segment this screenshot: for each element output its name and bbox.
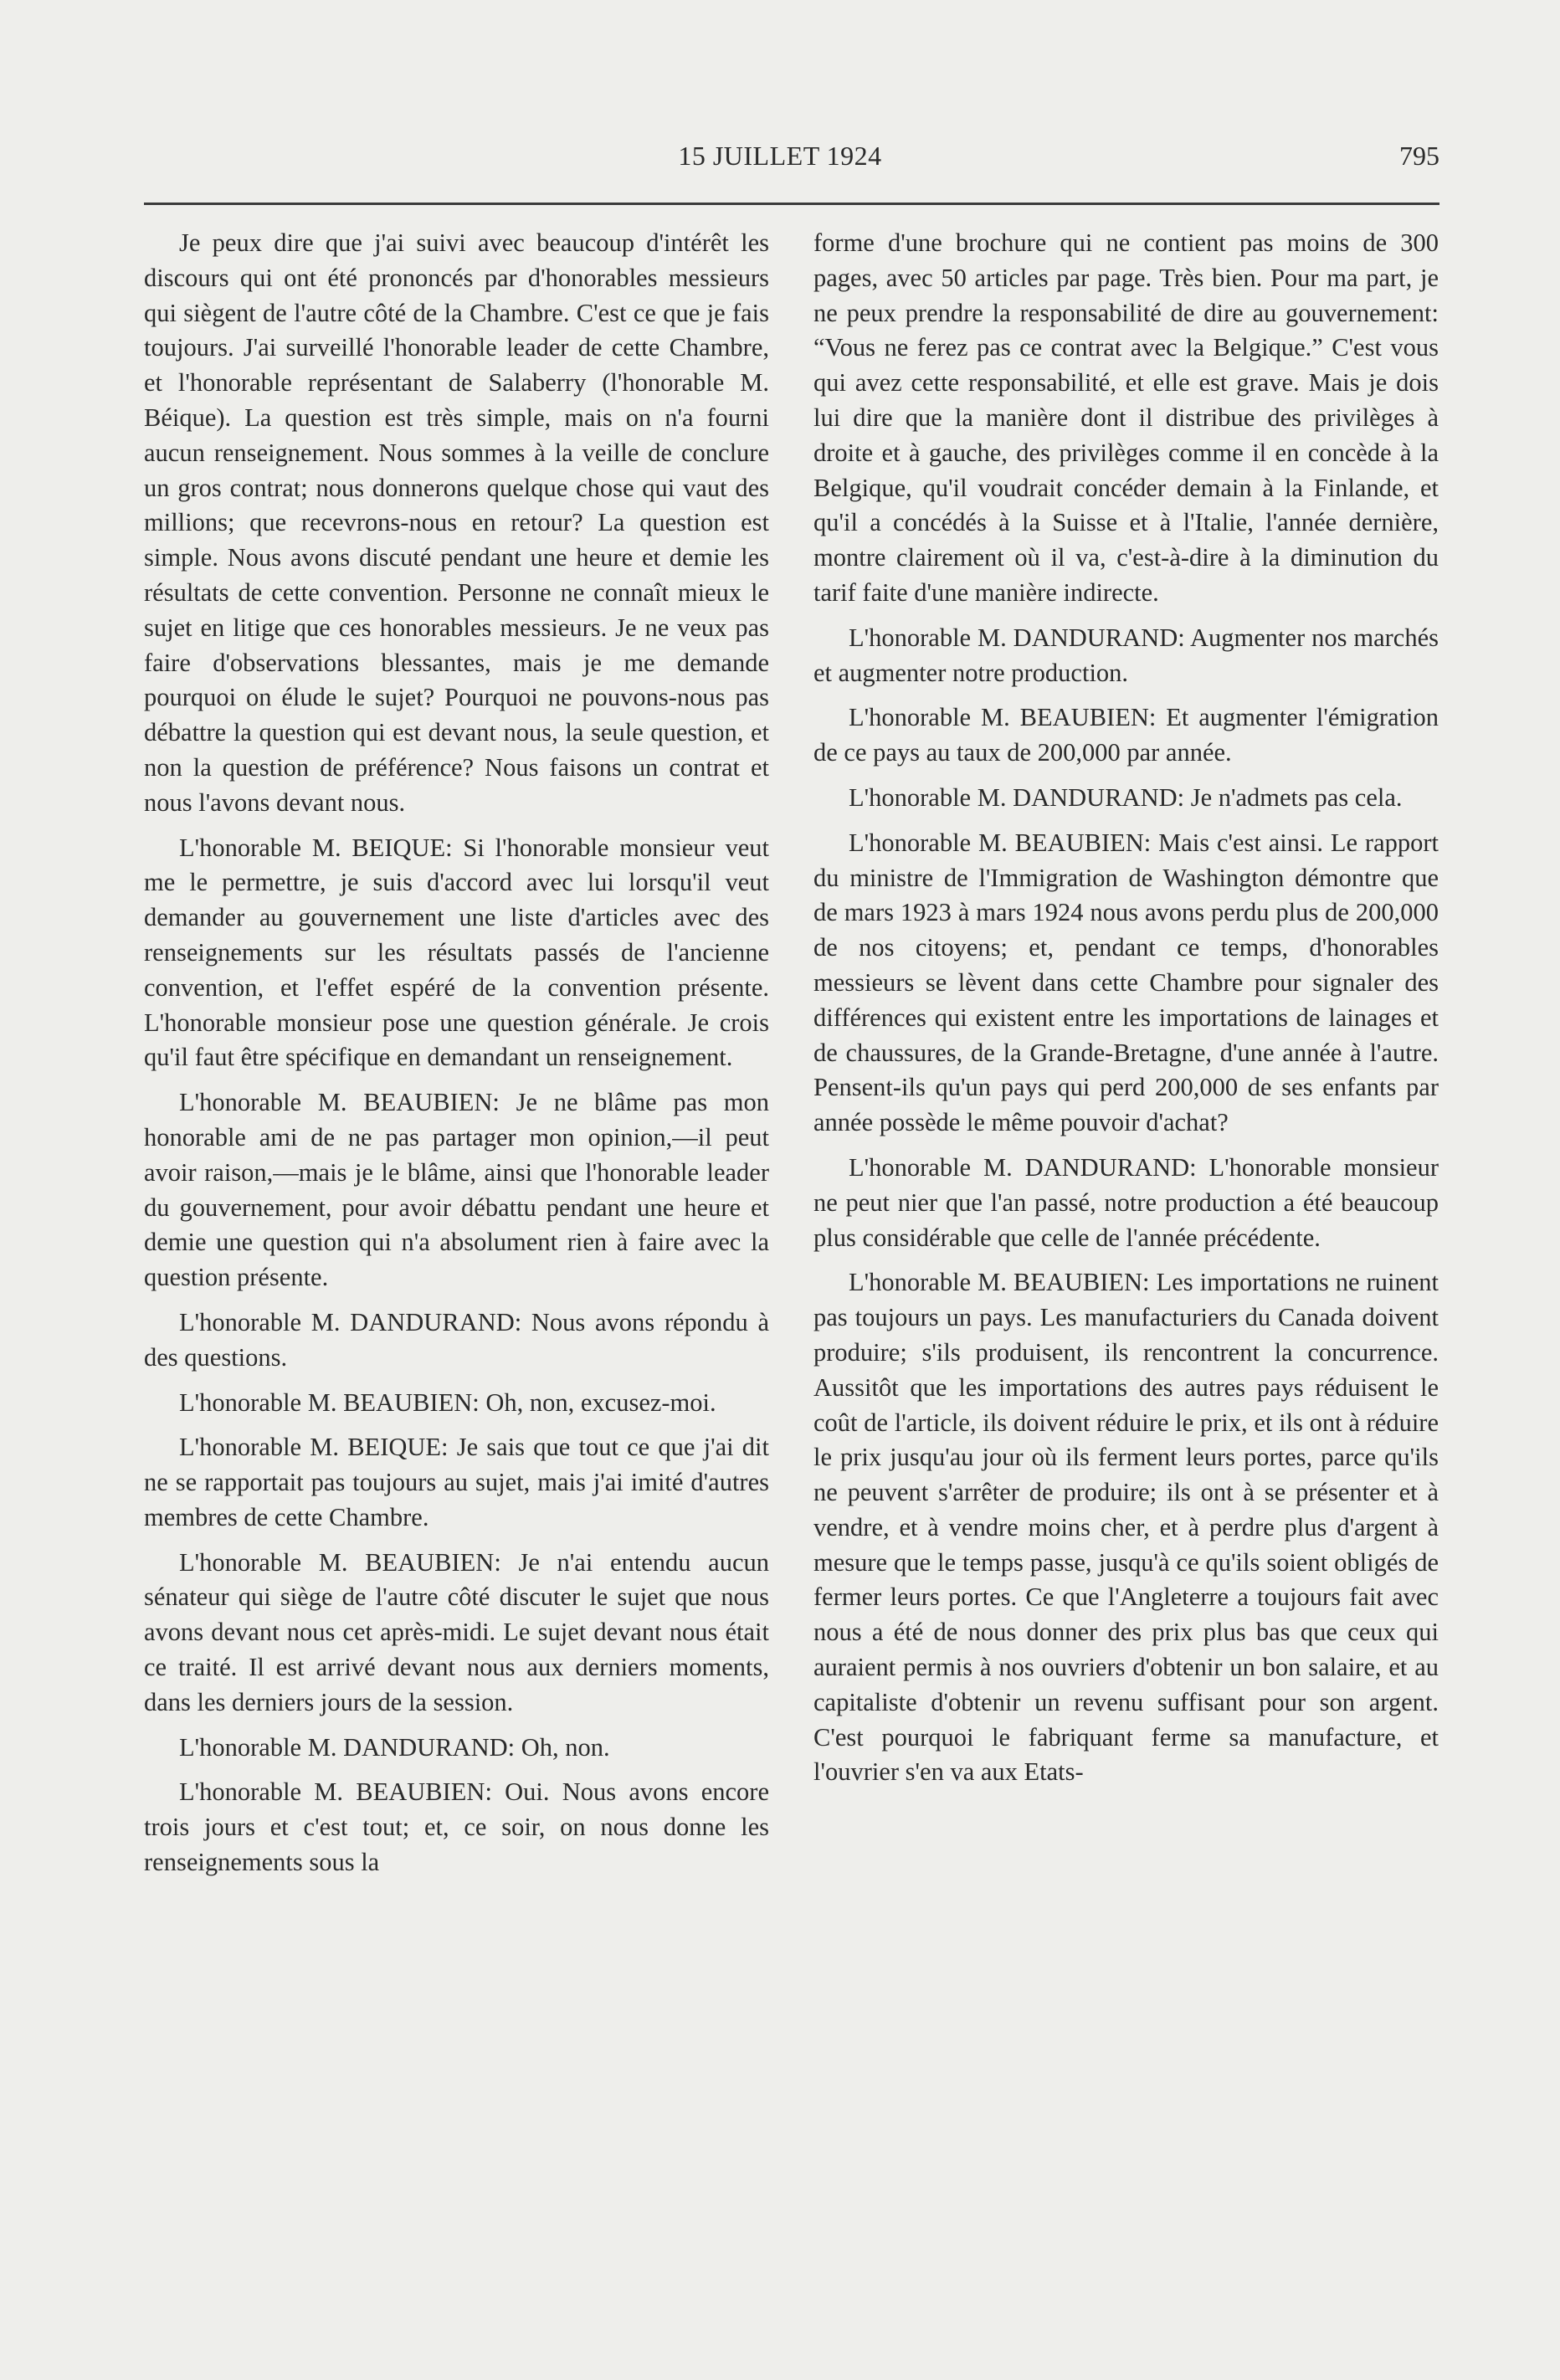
paragraph: L'honorable M. DANDURAND: Je n'admets pas cela. xyxy=(849,782,1403,812)
paragraph: L'honorable M. BEAUBIEN: Et augmenter l'émigration de ce pays au taux de 200,000 par année. xyxy=(813,703,1439,767)
paragraph: L'honorable M. BEAUBIEN: Je ne blâme pas mon honorable ami de ne pas partager mon opinion,—il peut avoir raison,—mais je le blâme, ainsi que l'honorable leader du gouvernement, pour avoir débattu pendant une heure et demie une question qui n'a absolument rien à faire avec la question présente. xyxy=(144,1088,769,1292)
page-header xyxy=(0,141,1560,182)
paragraph: Je peux dire que j'ai suivi avec beaucoup d'intérêt les discours qui ont été prononcés par d'honorables messieurs qui siègent de l'autre côté de la Chambre. C'est ce que je fais toujours. J'ai surveillé l'honorable leader de cette Chambre, et l'honorable représentant de Salaberry (l'honorable M. Béique). La question est très simple, mais on n'a fourni aucun renseignement. Nous sommes à la veille de conclure un gros contrat; nous donnerons quelque chose qui vaut des millions; que recevrons-nous en retour? La question est simple. Nous avons discuté pendant une heure et demie les résultats de cette convention. Personne ne connaît mieux le sujet en litige que ces honorables messieurs. Je ne veux pas faire d'observations blessantes, mais je me demande pourquoi on élude le sujet? Pourquoi ne pouvons-nous pas débattre la question qui est devant nous, la seule question, et non la question de préférence? Nous faisons un contrat et nous l'avons devant nous. xyxy=(144,228,769,817)
paragraph: L'honorable M. DANDURAND: Augmenter nos marchés et augmenter notre production. xyxy=(813,623,1439,687)
paragraph: L'honorable M. BEAUBIEN: Je n'ai entendu aucun sénateur qui siège de l'autre côté discuter le sujet que nous avons devant nous cet après-midi. Le sujet devant nous était ce traité. Il est arrivé devant nous aux derniers moments, dans les derniers jours de la session. xyxy=(144,1547,769,1716)
page-number: 795 xyxy=(1399,141,1439,171)
paragraph: L'honorable M. BEAUBIEN: Mais c'est ainsi. Le rapport du ministre de l'Immigration de Washington démontre que de mars 1923 à mars 1924 nous avons perdu plus de 200,000 de nos citoyens; et, pendant ce temps, d'honorables messieurs se lèvent dans cette Chambre pour signaler des différences qui existent entre les importations de lainages et de chaussures, de la Grande-Bretagne, d'une année à l'autre. Pensent-ils qu'un pays qui perd 200,000 de ses enfants par année possède le même pouvoir d'achat? xyxy=(813,828,1439,1137)
paragraph: L'honorable M. BEIQUE: Je sais que tout ce que j'ai dit ne se rapportait pas toujours au sujet, mais j'ai imité d'autres membres de cette Chambre. xyxy=(144,1433,769,1531)
page-date-heading: 15 JUILLET 1924 xyxy=(678,141,882,171)
paragraph: L'honorable M. DANDURAND: L'honorable monsieur ne peut nier que l'an passé, notre production a été beaucoup plus considérable que celle de l'année précédente. xyxy=(813,1152,1439,1252)
left-column xyxy=(144,226,769,1890)
paragraph: forme d'une brochure qui ne contient pas moins de 300 pages, avec 50 articles par page. Très bien. Pour ma part, je ne peux prendre la responsabilité de dire au gouvernement: “Vous ne ferez pas ce contrat avec la Belgique.” C'est vous qui avez cette responsabilité, et elle est grave. Mais je dois lui dire que la manière dont il distribue des privilèges à droite et à gauche, des privilèges comme il en concède à la Belgique, qu'il voudrait concéder demain à la Finlande, et qu'il a concédés à la Suisse et à l'Italie, l'année dernière, montre clairement où il va, c'est-à-dire à la diminution du tarif faite d'une manière indirecte. xyxy=(813,228,1439,607)
paragraph: L'honorable M. BEIQUE: Si l'honorable monsieur veut me le permettre, je suis d'accord avec lui lorsqu'il veut demander au gouvernement une liste d'articles avec des renseignements sur les résultats passés de l'ancienne convention, et l'effet espéré de la convention présente. L'honorable monsieur pose une question générale. Je crois qu'il faut être spécifique en demandant un renseignement. xyxy=(144,833,769,1072)
paragraph: L'honorable M. BEAUBIEN: Les importations ne ruinent pas toujours un pays. Les manufacturiers du Canada doivent produire; s'ils produisent, ils rencontrent la concurrence. Aussitôt que les importations des autres pays réduisent le coût de l'article, ils doivent réduire le prix, et ils ont à réduire le prix jusqu'au jour où ils ferment leurs portes, parce qu'ils ne peuvent s'arrêter de produire; ils ont à se présenter et à vendre, et à vendre moins cher, et à perdre plus d'argent à mesure que le temps passe, jusqu'à ce qu'ils soient obligés de fermer leurs portes. Ce que l'Angleterre a toujours fait avec nous a été de nous donner des prix plus bas que ceux qui auraient permis à nos ouvriers d'obtenir un bon salaire, et au capitaliste d'obtenir un revenu suffisant pour son argent. C'est pourquoi le fabriquant ferme sa manufacture, et l'ouvrier s'en va aux Etats- xyxy=(813,1268,1439,1787)
paragraph: L'honorable M. BEAUBIEN: Oui. Nous avons encore trois jours et c'est tout; et, ce soir, on nous donne les renseignements sous la xyxy=(144,1777,769,1877)
header-rule xyxy=(144,203,1439,205)
paragraph: L'honorable M. BEAUBIEN: Oh, non, excusez-moi. xyxy=(179,1387,716,1417)
paragraph: L'honorable M. DANDURAND: Nous avons répondu à des questions. xyxy=(144,1307,769,1372)
paragraph: L'honorable M. DANDURAND: Oh, non. xyxy=(179,1732,610,1762)
right-column xyxy=(813,226,1439,1800)
